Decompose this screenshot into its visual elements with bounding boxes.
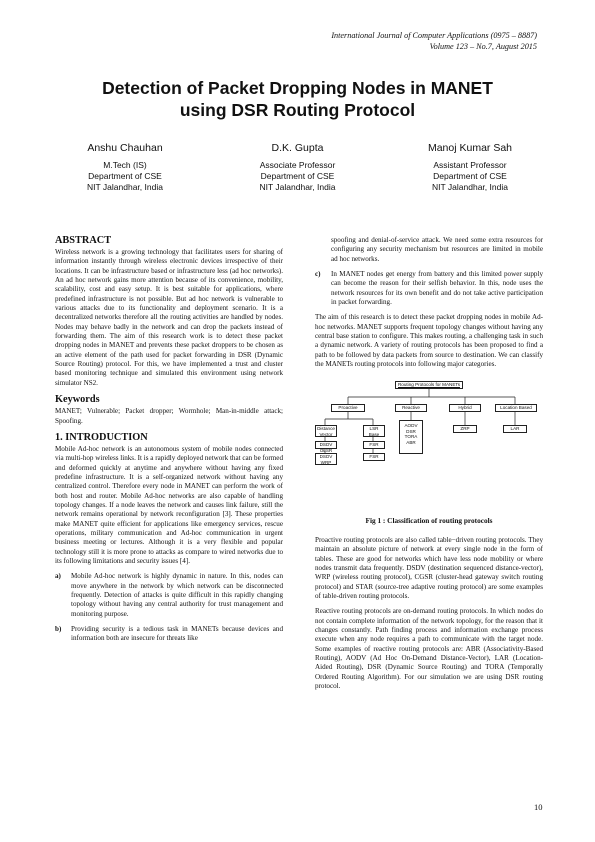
figure-caption: Fig 1 : Classification of routing protocols: [365, 516, 493, 526]
introduction-heading: 1. INTRODUCTION: [55, 431, 148, 443]
introduction-paragraph: Mobile Ad-hoc network is an autonomous system of mobile nodes connected via multi-hop wireless links. It is a rapidly deployed network that can be formed and deformed quickly at anytime and anywhere without having any fixed predefine infrastructure. It is a self-organized network without having any centralized control. Therefore every node in MANET can perform the work of both host and router. Mobile Ad-hoc networks are also capable of handling topology changes. If a node leaves the network and causes link failure, still the network remains operational by network reconfiguration [3]. These properties make MANET quite efficient for applications like emergency services, rescue operations, military communication and Ad-hoc communication in urgent business meeting or lectures. Although it is a very flexible and popular technology still it is more prone to attacks as compare to wired networks due to its following limitations and security issues [4].: [55, 444, 283, 565]
author-inst: NIT Jalandhar, India: [432, 182, 508, 192]
author-block: [40, 143, 555, 193]
author-name: Manoj Kumar Sah: [427, 142, 513, 154]
author-inst: NIT Jalandhar, India: [259, 182, 336, 192]
diagram-node: Distance Vector: [315, 425, 337, 437]
author-role: Assistant Professor: [433, 160, 507, 170]
routing-classification-diagram: [315, 377, 543, 512]
diagram-node: DSDV WRP: [315, 453, 337, 465]
diagram-category-location-based: Location Based: [495, 404, 537, 412]
author-role: Associate Professor: [259, 160, 336, 170]
journal-header: [331, 30, 537, 52]
paper-title: [40, 77, 555, 121]
abstract-heading: ABSTRACT: [55, 235, 112, 246]
list-item-text: Providing security is a tedious task in MANETs because devices and information both are insecure for threats like: [71, 625, 283, 643]
list-item-continuation: spoofing and denial-of-service attack. We need some extra resources for configuring any security mechanism but resources are limited in mobile ad hoc networks.: [331, 236, 543, 263]
list-item: [55, 572, 283, 619]
keywords-heading: Keywords: [55, 394, 100, 406]
diagram-node: FSR: [363, 441, 385, 449]
diagram-node: LAR: [503, 425, 527, 433]
author-dept: Department of CSE: [88, 171, 162, 181]
list-item-label: c): [315, 270, 321, 279]
author-1: [40, 143, 210, 193]
author-dept: Department of CSE: [433, 171, 507, 181]
page-number: 10: [534, 802, 543, 812]
list-item-text: Mobile Ad-hoc network is highly dynamic in nature. In this, nodes can move anywhere in the network by which network can be disconnected frequently. Detection of attacks is quite difficult in this rapidly changing topology without having any central authority for trust management and monitoring purpose.: [71, 572, 283, 618]
author-role: M.Tech (IS): [103, 160, 147, 170]
author-3: [385, 143, 555, 193]
diagram-node: ZRP: [453, 425, 477, 433]
list-item-text: In MANET nodes get energy from battery and this limited power supply can become the reason for their selfish behavior. In this, node uses the network resources for its own benefit and do not take active participation in packet forwarding.: [331, 270, 543, 307]
left-column: [55, 235, 283, 650]
list-item-label: b): [55, 625, 62, 634]
right-column: [315, 236, 543, 697]
list-item-label: a): [55, 572, 61, 581]
journal-name: International Journal of Computer Applications (0975 – 8887): [331, 31, 537, 40]
list-item: [315, 270, 543, 307]
proactive-paragraph: Proactive routing protocols are also called table−driven routing protocols. They maintain an absolute picture of network at every single node in the form of tables. These are good for networks which have less node mobility or where nodes transmit data frequently. DSDV (destination sequenced distance-vector), WRP (wireless routing protocol), CGSR (cluster-head gateway switch routing protocol) and STAR (source-tree adaptive routing protocol) are some examples of table-driven routing protocols.: [315, 535, 543, 600]
author-2: [213, 143, 383, 193]
diagram-connectors: [315, 377, 543, 512]
author-name: D.K. Gupta: [271, 142, 324, 154]
reactive-paragraph: Reactive routing protocols are on-demand routing protocols. In which nodes do not contain complete information of the network topology, for the reason that it changes constantly. Path finding process and information exchange process execute when any node requires a path to communicate with the target node. Some examples of reactive routing protocols are: ABR (Associativity-Based Routing), AODV (Ad Hoc On-Demand Distance-Vector), LAR (Location-Aided Routing), DSR (Dynamic Source Routing) and TORA (Temporally Ordered Routing Algorithm). For our simulation we are using DSR routing protocol.: [315, 607, 543, 690]
journal-volume: Volume 123 – No.7, August 2015: [429, 42, 537, 51]
diagram-node: FSR: [363, 453, 385, 461]
diagram-node: AODV DSR TORA ABR: [399, 420, 423, 454]
diagram-node: DSDV OLSR: [315, 441, 337, 449]
diagram-category-reactive: Reactive: [395, 404, 427, 412]
list-item: [55, 625, 283, 644]
diagram-category-hybrid: Hybrid: [449, 404, 481, 412]
keywords-text: MANET; Vulnerable; Packet dropper; Wormhole; Man-in-middle attack; Spoofing.: [55, 407, 283, 425]
title-line-1: Detection of Packet Dropping Nodes in MANET: [102, 78, 493, 98]
aim-paragraph: The aim of this research is to detect these packet dropping nodes in mobile Ad-hoc networks. MANET supports frequent topology changes without having any central base station to configure. This makes routing, a challenging task in such a dynamic network. A variety of routing protocols has been proposed to find a path to be followed by data packets from source to destination. We can classify the MANETs routing protocols into following major categories.: [315, 313, 543, 369]
author-inst: NIT Jalandhar, India: [87, 182, 163, 192]
diagram-category-proactive: Proactive: [331, 404, 365, 412]
abstract-text: Wireless network is a growing technology that facilitates users for sharing of information instantly through wireless electronic devices irrespective of their locations. It can be infrastructure based or infrastructure less (ad hoc networks). An ad hoc network gains more attention because of its convenience, mobility, scalability, cost and easy setup. It is best suitable for applications, where predefined infrastructure is not possible. But ad hoc network is vulnerable to various attacks due to its functionality and deployment scenario. It is a decentralized networks therefore all the routing activities are handled by nodes. Nodes may behave badly in the network and can drop the packets instead of forwarding them. The aim of this research work is to detect these packet dropping nodes in MANET and prevents these packet droppers to be chosen as an active element of the path used for packet forwarding in DSR (Dynamic Source Routing) protocol. For this, we have implemented a trust and cluster based monitoring technique and simulated this environment using network simulator NS2.: [55, 248, 283, 387]
title-line-2: using DSR Routing Protocol: [179, 100, 416, 120]
author-dept: Department of CSE: [260, 171, 335, 181]
diagram-root-node: Routing Protocols for MANETs: [395, 381, 463, 389]
author-name: Anshu Chauhan: [87, 142, 163, 154]
diagram-node: LSR Base: [363, 425, 385, 437]
